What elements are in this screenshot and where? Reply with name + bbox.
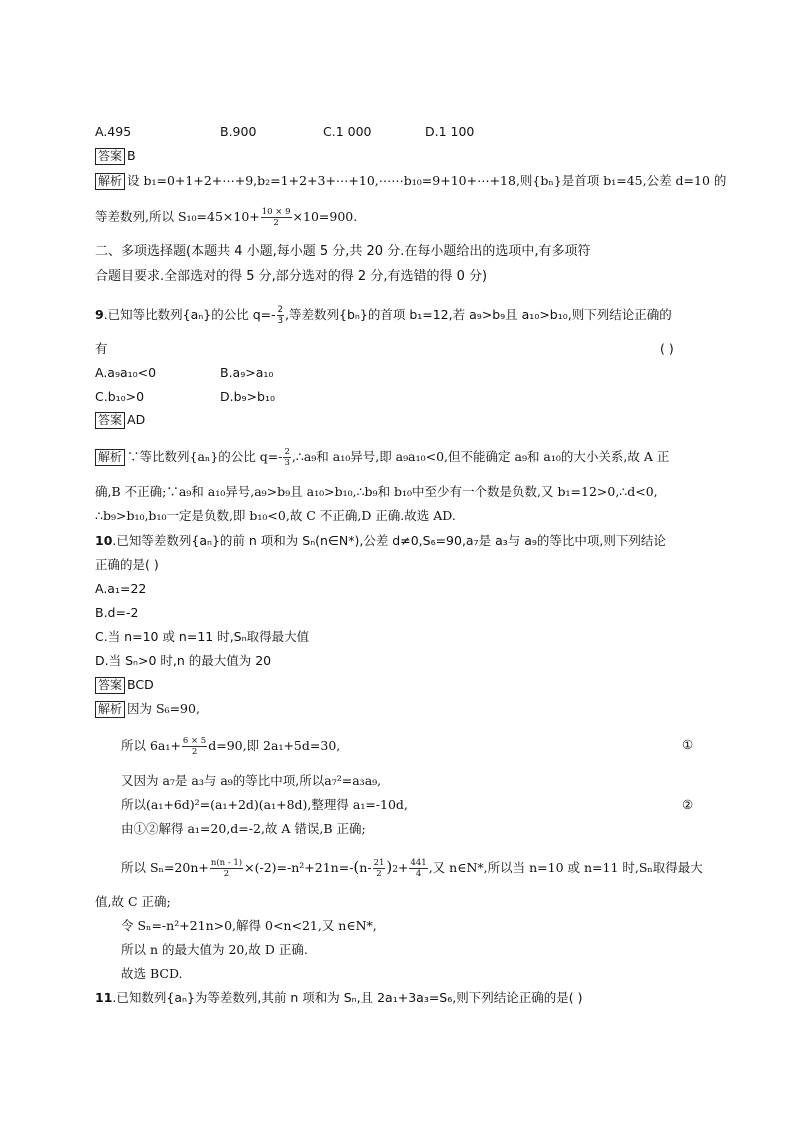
- frac-numerator: 10 × 9: [261, 207, 291, 217]
- q9-q-fraction: [277, 305, 284, 326]
- q10-analysis-line0: [95, 700, 200, 718]
- q8-analysis-line1: [95, 172, 726, 190]
- q10-option-d: D.当 Sₙ>0 时,n 的最大值为 20: [95, 653, 272, 668]
- q8-analysis-text3: ×10=900.: [292, 209, 358, 224]
- q9-option-b: B.a₉>a₁₀: [220, 365, 274, 380]
- q10-analysis-line7: 令 Sₙ=-n²+21n>0,解得 0<n<21,又 n∈N*,: [121, 918, 377, 933]
- frac-denominator: 4: [415, 869, 422, 879]
- q10-analysis-line9: 故选 BCD.: [121, 966, 183, 981]
- q8-fraction: [261, 207, 292, 228]
- q9-option-c: C.b₁₀>0: [95, 389, 145, 404]
- q9-stem-pre: .已知等比数列{aₙ}的公比 q=-: [103, 307, 276, 322]
- q10-analysis-line5: [121, 858, 703, 879]
- q10-analysis-line6: 值,故 C 正确;: [95, 894, 171, 909]
- q9-analysis-line3: ∴b₉>b₁₀,b₁₀一定是负数,即 b₁₀<0,故 C 不正确,D 正确.故选 AD.: [95, 508, 456, 523]
- q10-analysis-line8: 所以 n 的最大值为 20,故 D 正确.: [121, 942, 308, 957]
- q8-option-c: C.1 000: [323, 124, 372, 139]
- q8-analysis-line2: [95, 207, 357, 228]
- q10-answer: [95, 676, 154, 694]
- q10-f2: [210, 858, 243, 879]
- frac-denominator: 2: [376, 869, 382, 879]
- answer-tag: 答案: [95, 412, 125, 429]
- analysis-tag: 解析: [95, 701, 125, 718]
- q9-stem-line1: [95, 305, 672, 326]
- q8-analysis-text2: 等差数列,所以 S₁₀=45×10+: [95, 209, 260, 224]
- q10-f3: [373, 858, 386, 879]
- square-exponent: 2: [392, 865, 398, 875]
- q10-answer-value: BCD: [127, 677, 154, 692]
- q10-number: 10: [95, 533, 113, 548]
- paren-close: ): [386, 858, 393, 876]
- frac-numerator: n(n - 1): [210, 858, 243, 868]
- q9-analysis-line1: [95, 447, 669, 468]
- q10-analysis-line1: [121, 736, 340, 757]
- q9-analysis-pre: ∵等比数列{aₙ}的公比 q=-: [127, 449, 283, 464]
- frac-denominator: 2: [223, 869, 230, 879]
- q8-answer: [95, 147, 136, 165]
- q9-option-d: D.b₉>b₁₀: [220, 389, 275, 404]
- q10-analysis-line4: 由①②解得 a₁=20,d=-2,故 A 错误,B 正确;: [121, 821, 366, 836]
- q10-f4: [409, 858, 427, 879]
- frac-denominator: 3: [284, 458, 290, 468]
- analysis-tag: 解析: [95, 173, 125, 190]
- q9-analysis-post: ,∴a₉和 a₁₀异号,即 a₉a₁₀<0,但不能确定 a₉和 a₁₀的大小关系,故 A 正: [291, 449, 670, 464]
- q9-answer: [95, 411, 145, 429]
- q9-answer-paren: ( ): [660, 341, 674, 356]
- frac-numerator: 441: [410, 858, 427, 868]
- q10-a5-mid: ×(-2)=-n²+21n=-: [244, 860, 354, 875]
- q11-number: 11: [95, 990, 113, 1005]
- equation-mark-2: ②: [682, 797, 694, 812]
- answer-tag: 答案: [95, 677, 125, 694]
- q10-a1-pre: 所以 6a₁+: [121, 738, 181, 753]
- q10-a5-pre: 所以 Sₙ=20n+: [121, 860, 209, 875]
- section2-heading-line2: 合题目要求.全部选对的得 5 分,部分选对的得 2 分,有选错的得 0 分): [95, 269, 488, 284]
- q10-option-b: B.d=-2: [95, 605, 139, 620]
- q10-a5-inner: n-: [359, 860, 372, 875]
- q10-analysis-text0: 因为 S₆=90,: [127, 701, 200, 716]
- q10-analysis-line2: 又因为 a₇是 a₃与 a₉的等比中项,所以a₇²=a₃a₉,: [121, 773, 382, 788]
- section2-heading-line1: 二、多项选择题(本题共 4 小题,每小题 5 分,共 20 分.在每小题给出的选项中,有多项符: [95, 244, 591, 259]
- q10-a1-post: d=90,即 2a₁+5d=30,: [208, 738, 341, 753]
- q10-f1: [182, 736, 207, 757]
- q11-stem-text: .已知数列{aₙ}为等差数列,其前 n 项和为 Sₙ,且 2a₁+3a₃=S₆,则下列结论正确的是( ): [112, 990, 583, 1005]
- q9-answer-value: AD: [127, 412, 146, 427]
- q10-option-a: A.a₁=22: [95, 581, 147, 596]
- equation-mark-1: ①: [682, 737, 694, 752]
- frac-denominator: 3: [277, 316, 284, 326]
- frac-denominator: 2: [191, 747, 198, 757]
- q10-a5-post: ,又 n∈N*,所以当 n=10 或 n=11 时,Sₙ取得最大: [428, 860, 703, 875]
- q8-option-a: A.495: [95, 124, 132, 139]
- q9-option-a: A.a₉a₁₀<0: [95, 365, 157, 380]
- q8-option-b: B.900: [220, 124, 257, 139]
- q9-analysis-fraction: [283, 447, 290, 468]
- q9-stem-post: ,等差数列{bₙ}的首项 b₁=12,若 a₉>b₉且 a₁₀>b₁₀,则下列结论正确的: [285, 307, 672, 322]
- q10-analysis-line3: 所以(a₁+6d)²=(a₁+2d)(a₁+8d),整理得 a₁=-10d,: [121, 797, 408, 812]
- q8-answer-value: B: [127, 148, 136, 163]
- frac-numerator: 21: [373, 858, 385, 868]
- q9-number: 9: [95, 307, 104, 322]
- frac-numerator: 6 × 5: [182, 736, 207, 746]
- q10-option-c: C.当 n=10 或 n=11 时,Sₙ取得最大值: [95, 629, 310, 644]
- q10-stem-line1: [95, 532, 666, 550]
- q8-option-d: D.1 100: [425, 124, 475, 139]
- q11-stem: [95, 989, 582, 1007]
- frac-denominator: 2: [273, 218, 279, 228]
- q10-stem-text: .已知等差数列{aₙ}的前 n 项和为 Sₙ(n∈N*),公差 d≠0,S₆=90,a₇是 a₃与 a₉的等比中项,则下列结论: [112, 533, 666, 548]
- answer-tag: 答案: [95, 148, 125, 165]
- frac-numerator: 2: [277, 305, 284, 315]
- q10-stem-line2: 正确的是( ): [95, 557, 159, 572]
- paren-open: (: [353, 858, 360, 876]
- plus-sign: +: [397, 860, 409, 875]
- q9-analysis-line2: 确,B 不正确;∵a₉和 a₁₀异号,a₉>b₉且 a₁₀>b₁₀,∴b₉和 b₁₀中至少有一个数是负数,又 b₁=12>0,∴d<0,: [95, 484, 658, 499]
- q9-stem-line2: 有: [95, 341, 108, 356]
- frac-numerator: 2: [284, 447, 290, 457]
- q8-analysis-text1: 设 b₁=0+1+2+⋯+9,b₂=1+2+3+⋯+10,⋯⋯b₁₀=9+10+⋯+18,则{bₙ}是首项 b₁=45,公差 d=10 的: [127, 173, 727, 188]
- analysis-tag: 解析: [95, 449, 125, 466]
